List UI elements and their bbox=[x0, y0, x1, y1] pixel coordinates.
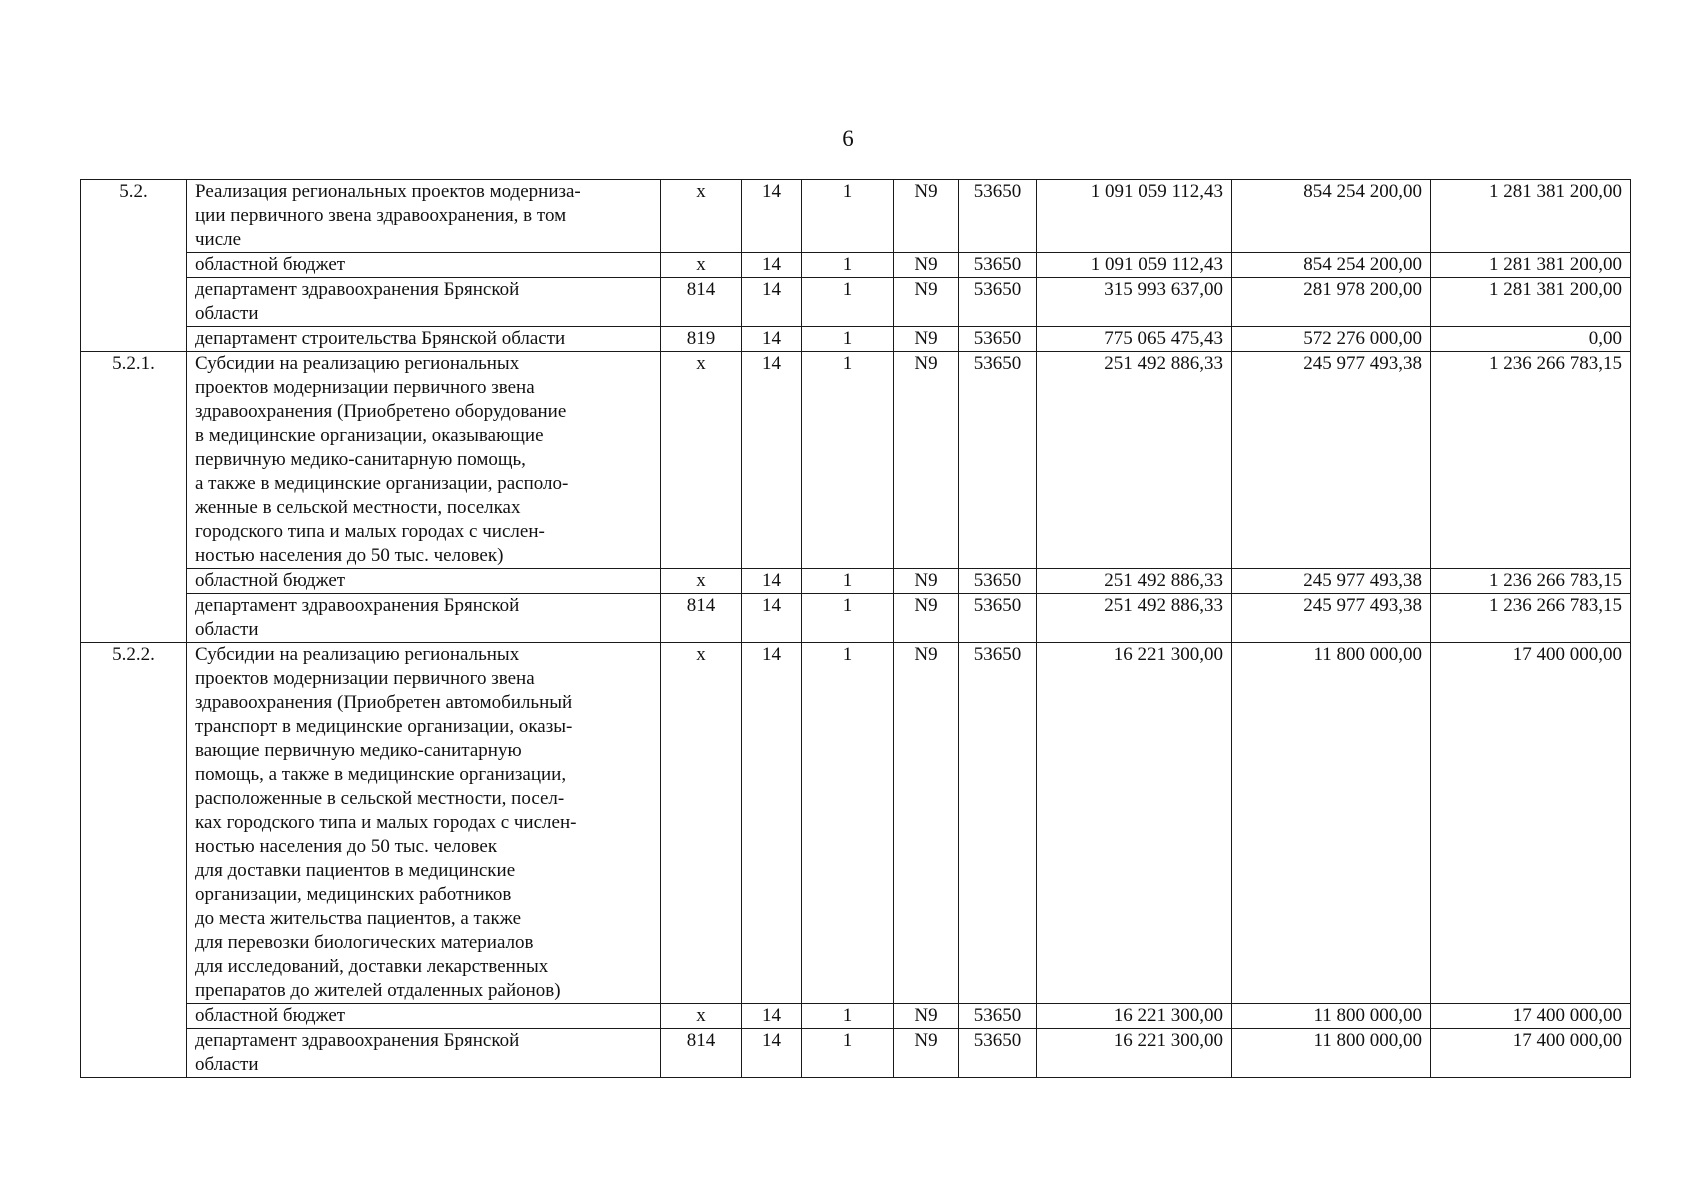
project-code-cell: N9 bbox=[894, 352, 959, 569]
subsection-code-cell: 1 bbox=[802, 327, 894, 352]
table-row bbox=[81, 569, 1631, 594]
budget-table-body bbox=[81, 180, 1631, 1078]
section-number-cell: 5.2. bbox=[81, 180, 187, 253]
description-line: а также в медицинские организации, располо- bbox=[195, 473, 569, 494]
ministry-code-cell: 814 bbox=[661, 594, 742, 643]
project-code-cell: N9 bbox=[894, 643, 959, 1004]
description-line: женные в сельской местности, поселках bbox=[195, 497, 521, 518]
subsection-code-cell: 1 bbox=[802, 352, 894, 569]
ministry-code-cell: x bbox=[661, 569, 742, 594]
amount-year2-cell: 11 800 000,00 bbox=[1232, 1029, 1431, 1078]
table-row bbox=[81, 643, 1631, 1004]
subsection-code-cell: 1 bbox=[802, 278, 894, 327]
section-number-cell bbox=[81, 278, 187, 327]
amount-year1-cell: 775 065 475,43 bbox=[1037, 327, 1232, 352]
description-cell bbox=[187, 352, 661, 569]
amount-year1-cell: 16 221 300,00 bbox=[1037, 1004, 1232, 1029]
section-code-cell: 14 bbox=[742, 1004, 802, 1029]
description-line: области bbox=[195, 303, 259, 324]
section-number-cell bbox=[81, 1004, 187, 1029]
description-line: помощь, а также в медицинские организации, bbox=[195, 764, 567, 785]
direction-code-cell: 53650 bbox=[959, 352, 1037, 569]
description-cell bbox=[187, 594, 661, 643]
ministry-code-cell: x bbox=[661, 253, 742, 278]
description-line: департамент здравоохранения Брянской bbox=[195, 1030, 520, 1051]
direction-code-cell: 53650 bbox=[959, 1004, 1037, 1029]
description-line: проектов модернизации первичного звена bbox=[195, 668, 535, 689]
amount-year3-cell: 17 400 000,00 bbox=[1431, 1004, 1631, 1029]
section-code-cell: 14 bbox=[742, 1029, 802, 1078]
description-line: ностью населения до 50 тыс. человек bbox=[195, 836, 498, 857]
description-line: области bbox=[195, 619, 259, 640]
amount-year3-cell: 17 400 000,00 bbox=[1431, 1029, 1631, 1078]
project-code-cell: N9 bbox=[894, 569, 959, 594]
amount-year1-cell: 251 492 886,33 bbox=[1037, 569, 1232, 594]
table-row bbox=[81, 180, 1631, 253]
description-line: областной бюджет bbox=[195, 254, 346, 275]
subsection-code-cell: 1 bbox=[802, 569, 894, 594]
table-row bbox=[81, 352, 1631, 569]
description-line: первичную медико-санитарную помощь, bbox=[195, 449, 526, 470]
amount-year1-cell: 16 221 300,00 bbox=[1037, 1029, 1232, 1078]
section-code-cell: 14 bbox=[742, 643, 802, 1004]
section-number-cell bbox=[81, 327, 187, 352]
description-cell bbox=[187, 643, 661, 1004]
section-code-cell: 14 bbox=[742, 327, 802, 352]
description-line: вающие первичную медико-санитарную bbox=[195, 740, 522, 761]
project-code-cell: N9 bbox=[894, 1029, 959, 1078]
amount-year1-cell: 1 091 059 112,43 bbox=[1037, 253, 1232, 278]
description-line: для доставки пациентов в медицинские bbox=[195, 860, 516, 881]
project-code-cell: N9 bbox=[894, 594, 959, 643]
ministry-code-cell: x bbox=[661, 352, 742, 569]
description-line: ностью населения до 50 тыс. человек) bbox=[195, 545, 504, 566]
project-code-cell: N9 bbox=[894, 278, 959, 327]
project-code-cell: N9 bbox=[894, 180, 959, 253]
amount-year3-cell: 1 236 266 783,15 bbox=[1431, 569, 1631, 594]
description-line: организации, медицинских работников bbox=[195, 884, 512, 905]
description-line: для перевозки биологических материалов bbox=[195, 932, 534, 953]
section-code-cell: 14 bbox=[742, 180, 802, 253]
description-line: областной бюджет bbox=[195, 1005, 346, 1026]
description-cell bbox=[187, 569, 661, 594]
direction-code-cell: 53650 bbox=[959, 278, 1037, 327]
ministry-code-cell: x bbox=[661, 643, 742, 1004]
section-code-cell: 14 bbox=[742, 569, 802, 594]
description-line: здравоохранения (Приобретено оборудование bbox=[195, 401, 567, 422]
ministry-code-cell: 814 bbox=[661, 1029, 742, 1078]
description-line: Реализация региональных проектов модерниза- bbox=[195, 181, 581, 202]
description-cell bbox=[187, 327, 661, 352]
description-line: Субсидии на реализацию региональных bbox=[195, 644, 520, 665]
description-line: числе bbox=[195, 229, 242, 250]
subsection-code-cell: 1 bbox=[802, 643, 894, 1004]
section-code-cell: 14 bbox=[742, 278, 802, 327]
amount-year2-cell: 11 800 000,00 bbox=[1232, 1004, 1431, 1029]
amount-year2-cell: 572 276 000,00 bbox=[1232, 327, 1431, 352]
description-line: в медицинские организации, оказывающие bbox=[195, 425, 544, 446]
amount-year3-cell: 1 281 381 200,00 bbox=[1431, 253, 1631, 278]
section-number-cell bbox=[81, 594, 187, 643]
description-line: ции первичного звена здравоохранения, в том bbox=[195, 205, 567, 226]
project-code-cell: N9 bbox=[894, 253, 959, 278]
amount-year2-cell: 281 978 200,00 bbox=[1232, 278, 1431, 327]
description-line: расположенные в сельской местности, посел- bbox=[195, 788, 565, 809]
direction-code-cell: 53650 bbox=[959, 1029, 1037, 1078]
amount-year2-cell: 245 977 493,38 bbox=[1232, 569, 1431, 594]
ministry-code-cell: 819 bbox=[661, 327, 742, 352]
direction-code-cell: 53650 bbox=[959, 594, 1037, 643]
ministry-code-cell: x bbox=[661, 180, 742, 253]
ministry-code-cell: x bbox=[661, 1004, 742, 1029]
table-row bbox=[81, 327, 1631, 352]
section-number-cell bbox=[81, 1029, 187, 1078]
description-cell bbox=[187, 1029, 661, 1078]
amount-year2-cell: 11 800 000,00 bbox=[1232, 643, 1431, 1004]
description-line: ках городского типа и малых городах с числен- bbox=[195, 812, 577, 833]
description-cell bbox=[187, 180, 661, 253]
section-number-cell: 5.2.1. bbox=[81, 352, 187, 569]
amount-year3-cell: 1 236 266 783,15 bbox=[1431, 594, 1631, 643]
table-row bbox=[81, 594, 1631, 643]
section-number-cell bbox=[81, 253, 187, 278]
amount-year2-cell: 854 254 200,00 bbox=[1232, 180, 1431, 253]
description-cell bbox=[187, 253, 661, 278]
amount-year2-cell: 854 254 200,00 bbox=[1232, 253, 1431, 278]
description-line: департамент здравоохранения Брянской bbox=[195, 595, 520, 616]
section-number-cell bbox=[81, 569, 187, 594]
table-row bbox=[81, 278, 1631, 327]
section-code-cell: 14 bbox=[742, 352, 802, 569]
description-line: здравоохранения (Приобретен автомобильный bbox=[195, 692, 573, 713]
direction-code-cell: 53650 bbox=[959, 569, 1037, 594]
description-line: транспорт в медицинские организации, оказы- bbox=[195, 716, 573, 737]
amount-year1-cell: 315 993 637,00 bbox=[1037, 278, 1232, 327]
amount-year1-cell: 16 221 300,00 bbox=[1037, 643, 1232, 1004]
description-line: области bbox=[195, 1054, 259, 1075]
page-number: 6 bbox=[842, 126, 854, 151]
direction-code-cell: 53650 bbox=[959, 180, 1037, 253]
description-line: департамент здравоохранения Брянской bbox=[195, 279, 520, 300]
description-line: Субсидии на реализацию региональных bbox=[195, 353, 520, 374]
description-line: департамент строительства Брянской области bbox=[195, 328, 566, 349]
subsection-code-cell: 1 bbox=[802, 180, 894, 253]
amount-year1-cell: 1 091 059 112,43 bbox=[1037, 180, 1232, 253]
description-line: областной бюджет bbox=[195, 570, 346, 591]
amount-year3-cell: 1 236 266 783,15 bbox=[1431, 352, 1631, 569]
table-row bbox=[81, 253, 1631, 278]
description-cell bbox=[187, 278, 661, 327]
description-line: проектов модернизации первичного звена bbox=[195, 377, 535, 398]
amount-year2-cell: 245 977 493,38 bbox=[1232, 352, 1431, 569]
amount-year3-cell: 1 281 381 200,00 bbox=[1431, 278, 1631, 327]
budget-table bbox=[80, 179, 1631, 1078]
section-number-cell: 5.2.2. bbox=[81, 643, 187, 1004]
table-row bbox=[81, 1029, 1631, 1078]
ministry-code-cell: 814 bbox=[661, 278, 742, 327]
description-cell bbox=[187, 1004, 661, 1029]
subsection-code-cell: 1 bbox=[802, 594, 894, 643]
description-line: для исследований, доставки лекарственных bbox=[195, 956, 549, 977]
subsection-code-cell: 1 bbox=[802, 253, 894, 278]
amount-year3-cell: 0,00 bbox=[1431, 327, 1631, 352]
amount-year1-cell: 251 492 886,33 bbox=[1037, 594, 1232, 643]
table-row bbox=[81, 1004, 1631, 1029]
amount-year2-cell: 245 977 493,38 bbox=[1232, 594, 1431, 643]
direction-code-cell: 53650 bbox=[959, 253, 1037, 278]
amount-year3-cell: 1 281 381 200,00 bbox=[1431, 180, 1631, 253]
section-code-cell: 14 bbox=[742, 253, 802, 278]
amount-year3-cell: 17 400 000,00 bbox=[1431, 643, 1631, 1004]
description-line: до места жительства пациентов, а также bbox=[195, 908, 522, 929]
project-code-cell: N9 bbox=[894, 327, 959, 352]
description-line: препаратов до жителей отдаленных районов) bbox=[195, 980, 561, 1001]
subsection-code-cell: 1 bbox=[802, 1004, 894, 1029]
direction-code-cell: 53650 bbox=[959, 643, 1037, 1004]
project-code-cell: N9 bbox=[894, 1004, 959, 1029]
description-line: городского типа и малых городах с числен- bbox=[195, 521, 545, 542]
section-code-cell: 14 bbox=[742, 594, 802, 643]
subsection-code-cell: 1 bbox=[802, 1029, 894, 1078]
direction-code-cell: 53650 bbox=[959, 327, 1037, 352]
amount-year1-cell: 251 492 886,33 bbox=[1037, 352, 1232, 569]
